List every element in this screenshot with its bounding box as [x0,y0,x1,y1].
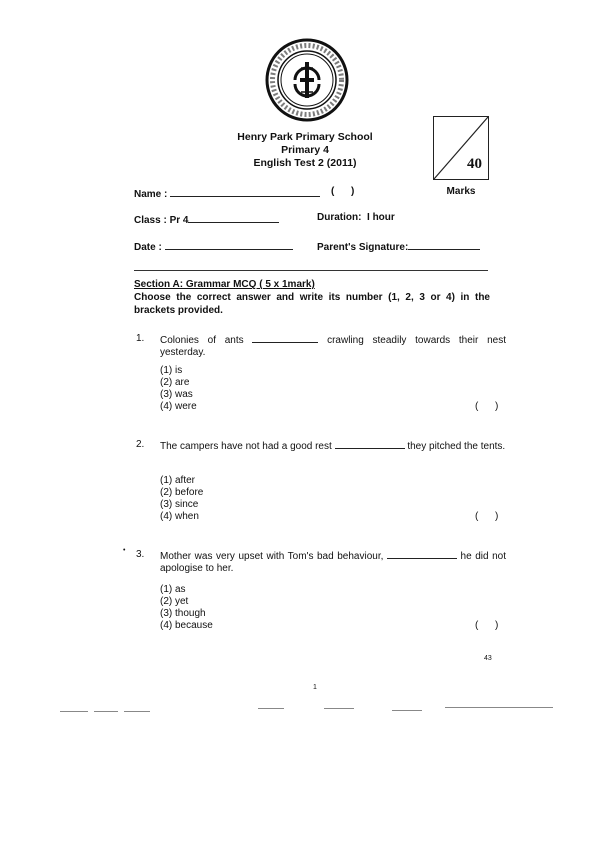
question-1-option: (4) were [160,401,197,412]
question-1-option: (1) is [160,365,183,376]
total-marks: 40 [467,156,482,172]
question-2-text-after: they pitched the tents. [407,441,506,452]
question-3-option: (4) because [160,620,213,631]
question-2-number: 2. [136,439,145,450]
margin-mark: • [123,547,126,554]
page-number: 1 [313,684,317,691]
scan-artifact-line [445,707,553,708]
question-2-answer-bracket[interactable]: ( ) [475,511,499,522]
marks-label: Marks [446,186,476,197]
section-title: Section A: Grammar MCQ ( 5 x 1mark) [134,279,315,290]
question-3-number: 3. [136,549,145,560]
class-field [134,212,279,226]
scan-artifact-line [392,710,422,711]
duration-label: Duration: [317,212,362,223]
question-1-option: (3) was [160,389,193,400]
question-1-option: (2) are [160,377,190,388]
question-1-blank [252,333,318,343]
marks-box [433,116,489,180]
date-line[interactable] [165,239,293,250]
question-1-number: 1. [136,333,145,344]
question-2-option: (2) before [160,487,204,498]
scan-artifact-line [94,711,118,712]
question-2-options [160,475,203,523]
scan-artifact-line [324,708,354,709]
question-3-answer-bracket[interactable]: ( ) [475,620,499,631]
question-3-option: (2) yet [160,596,189,607]
question-2-option: (1) after [160,475,196,486]
question-1-text [160,333,506,359]
class-line[interactable] [188,212,279,223]
question-2-text [160,439,506,453]
duration-field [317,212,395,223]
question-1-answer-bracket[interactable]: ( ) [475,401,499,412]
parent-signature-field [317,239,480,253]
index-bracket[interactable]: ( ) [331,186,355,197]
question-2-option: (4) when [160,511,199,522]
question-1-text-before: Colonies of ants [160,335,244,346]
name-label: Name : [134,189,168,200]
date-field [134,239,293,253]
question-3-text-before: Mother was very upset with Tom's bad behaviour, [160,551,384,562]
question-2-text-before: The campers have not had a good rest [160,441,332,452]
question-1-text-after: crawling steadily towards their nest yesterday. [160,335,506,358]
name-line[interactable] [170,186,320,197]
scan-artifact-line [60,711,88,712]
question-1-options [160,365,197,413]
score-note: 43 [484,655,492,662]
question-2-blank [335,439,405,449]
name-field [134,186,320,200]
school-crest-logo [265,38,349,122]
test-title: English Test 2 (2011) [253,157,357,169]
question-3-text-after: he did not apologise to her. [160,551,506,574]
question-3-options [160,584,213,632]
school-name: Henry Park Primary School [237,131,373,143]
duration-value: I hour [367,212,395,223]
parent-signature-line[interactable] [408,239,480,250]
date-label: Date : [134,242,162,253]
question-3-blank [387,549,457,559]
parent-signature-label: Parent's Signature: [317,242,409,253]
scan-artifact-line [124,711,150,712]
section-instructions: Choose the correct answer and write its number (1, 2, 3 or 4) in the brackets provided. [134,292,490,316]
question-2-option: (3) since [160,499,199,510]
question-3-text [160,549,506,575]
question-3-option: (1) as [160,584,186,595]
section-divider [134,270,488,271]
class-label: Class : Pr 4 [134,215,189,226]
scan-artifact-line [258,708,284,709]
question-3-option: (3) though [160,608,206,619]
level-title: Primary 4 [281,144,329,156]
